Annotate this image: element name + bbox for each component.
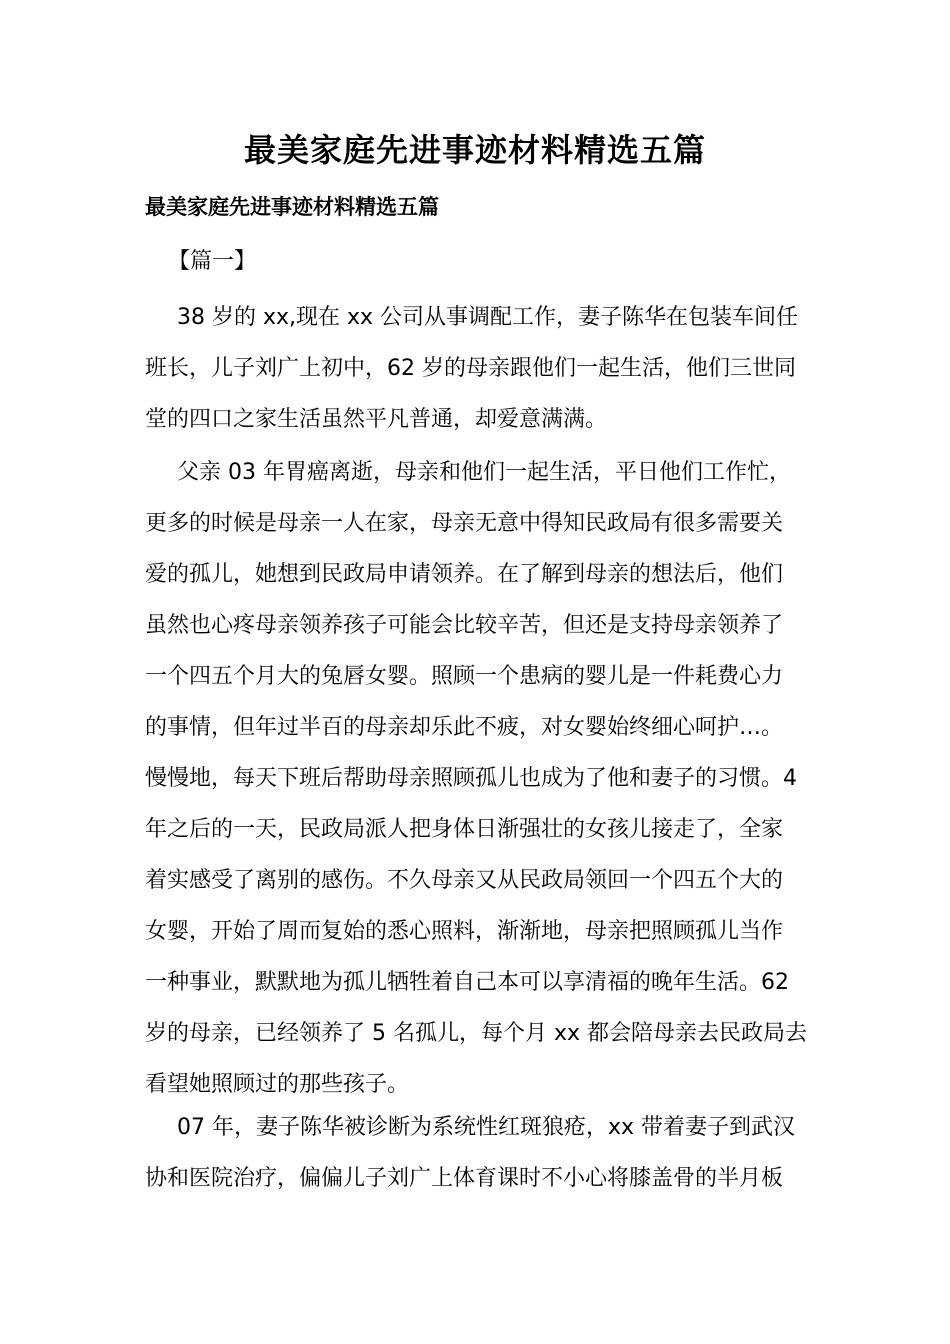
section-label: 【篇一】 bbox=[168, 249, 257, 274]
paragraph-line: 更多的时候是母亲一人在家，母亲无意中得知民政局有很多需要关 bbox=[145, 511, 784, 536]
paragraph-line: 慢慢地，每天下班后帮助母亲照顾孤儿也成为了他和妻子的习惯。4 bbox=[145, 766, 797, 791]
paragraph-line: 38 岁的 xx,现在 xx 公司从事调配工作，妻子陈华在包装车间任 bbox=[177, 305, 799, 330]
paragraph-3 bbox=[145, 1102, 825, 1204]
paragraph-line: 岁的母亲，已经领养了 5 名孤儿，每个月 xx 都会陪母亲去民政局去 bbox=[145, 1021, 808, 1046]
paragraph-line: 班长，儿子刘广上初中，62 岁的母亲跟他们一起生活，他们三世同 bbox=[145, 356, 796, 381]
paragraph-line: 一种事业，默默地为孤儿牺牲着自己本可以享清福的晚年生活。62 bbox=[145, 970, 789, 995]
document-subtitle: 最美家庭先进事迹材料精选五篇 bbox=[145, 195, 439, 219]
paragraph-line: 的事情，但年过半百的母亲却乐此不疲，对女婴始终细心呵护…。 bbox=[145, 715, 784, 740]
paragraph-line: 协和医院治疗，偏偏儿子刘广上体育课时不小心将膝盖骨的半月板 bbox=[145, 1166, 784, 1191]
paragraph-line: 一个四五个月大的兔唇女婴。照顾一个患病的婴儿是一件耗费心力 bbox=[145, 664, 784, 689]
paragraph-line: 堂的四口之家生活虽然平凡普通，却爱意满满。 bbox=[145, 407, 608, 432]
paragraph-1 bbox=[145, 292, 825, 445]
paragraph-line: 爱的孤儿，她想到民政局申请领养。在了解到母亲的想法后，他们 bbox=[145, 562, 784, 587]
paragraph-line: 07 年，妻子陈华被诊断为系统性红斑狼疮，xx 带着妻子到武汉 bbox=[177, 1115, 796, 1140]
paragraph-line: 父亲 03 年胃癌离逝，母亲和他们一起生活，平日他们工作忙， bbox=[177, 460, 791, 485]
paragraph-line: 年之后的一天，民政局派人把身体日渐强壮的女孩儿接走了，全家 bbox=[145, 817, 784, 842]
paragraph-line: 女婴，开始了周而复始的悉心照料，渐渐地，母亲把照顾孤儿当作 bbox=[145, 919, 784, 944]
paragraph-2 bbox=[145, 447, 825, 1110]
paragraph-line: 虽然也心疼母亲领养孩子可能会比较辛苦，但还是支持母亲领养了 bbox=[145, 613, 784, 638]
page-title: 最美家庭先进事迹材料精选五篇 bbox=[243, 131, 706, 169]
paragraph-line: 看望她照顾过的那些孩子。 bbox=[145, 1072, 410, 1097]
paragraph-line: 着实感受了离别的感伤。不久母亲又从民政局领回一个四五个大的 bbox=[145, 868, 784, 893]
